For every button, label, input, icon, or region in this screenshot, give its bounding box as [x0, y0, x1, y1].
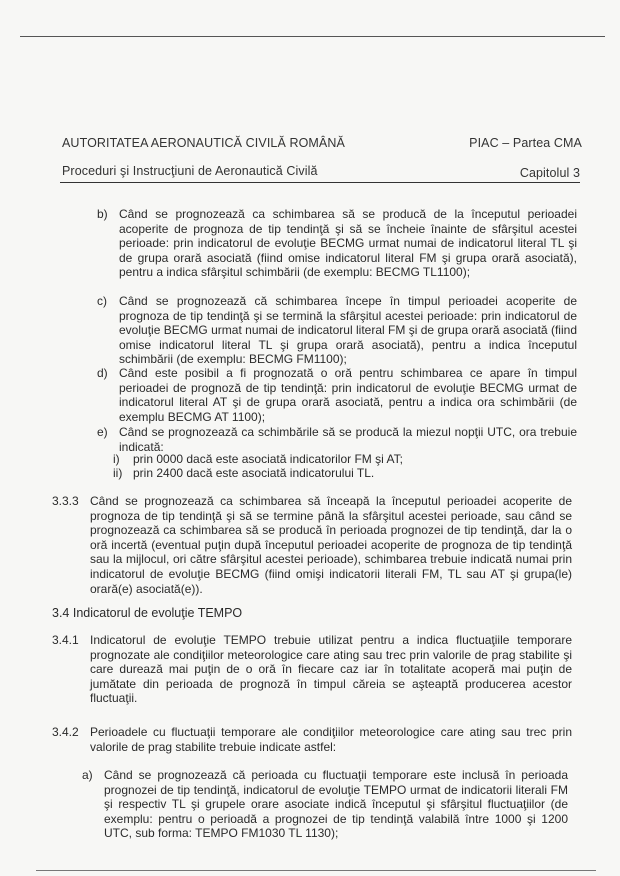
- paragraph-number: 3.3.3: [52, 494, 79, 508]
- paragraph-text: Perioadele cu fluctuaţii temporare ale condiţiilor meteorologice care ating sau trec prin valorile de prag stabilite trebuie indicate astfel:: [90, 725, 572, 754]
- sub-item-text: prin 2400 dacă este asociată indicatorului TL.: [133, 466, 375, 480]
- list-item-text: Când se prognozează că perioada cu fluctuaţii temporare este inclusă în perioada prognozei de tip tendinţă, indicatorul de evoluţie TEMPO urmat de indicatorii literali FM şi respectiv TL şi grupele orare asociate indică începutul şi sfârşitul fluctuaţiilor (de exemplu: pentru o perioadă a prognozei de tip tendinţă valabilă între 1000 şi 1200 UTC, sub forma: TEMPO FM1030 TL 1130);: [104, 768, 568, 841]
- paragraph-number: 3.4.2: [52, 725, 79, 739]
- paragraph-number: 3.4.1: [52, 633, 79, 647]
- list-marker: a): [82, 768, 93, 782]
- header-subtitle: Proceduri şi Instrucţiuni de Aeronautică Civilă: [62, 164, 318, 178]
- section-title-3-4: 3.4 Indicatorul de evoluţie TEMPO: [52, 606, 243, 620]
- header-authority: AUTORITATEA AERONAUTICĂ CIVILĂ ROMÂNĂ: [62, 136, 345, 150]
- list-item-text: Când se prognozează că schimbarea începe în timpul perioadei acoperite de prognoza de tip tendinţă şi se termină la sfârşitul acestei perioade: prin indicatorul de evoluţie BECMG urmat numai de indicatorul literal FM şi de grupa orară asociată (fiind omise indicatorul literal TL şi grupa orară asociată), pentru a indica începutul schimbării (de exemplu: BECMG FM1100);: [119, 294, 577, 367]
- list-item-text: Când este posibil a fi prognozată o oră pentru schimbarea ce apare în timpul perioadei de prognoză de tip tendinţă: prin indicatorul de evoluţie BECMG urmat de indicatorul literal AT şi de grupa orară asociată, pentru a indica ora schimbării (de exemplu BECMG AT 1100);: [119, 366, 577, 424]
- paragraph-text: Când se prognozează ca schimbarea să înceapă la începutul perioadei acoperite de prognoza de tip tendinţă şi să se termine până la sfârşitul acestei perioade, sau când se prognozează ca schimbarea să se producă în perioada prognozei de tip tendinţă, dar la o oră incertă (eventual puţin după începutul perioadei acoperite de prognoza de tip tendinţă sau la mijlocul, ori către sfârşitul acestei perioade), schimbarea trebuie indicată numai prin indicatorul de evoluţie BECMG (fiind omişi indicatorii literali FM, TL sau AT şi grupa(le) orară(e) asociată(e)).: [90, 494, 572, 596]
- list-item-text: Când se prognozează ca schimbarea să se producă de la începutul perioadei acoperite de prognoza de tip tendinţă şi să se încheie înainte de sfârşitul acestei perioade: prin indicatorul de evoluţie BECMG urmat numai de indicatorul literal TL şi de grupa orară asociată (fiind omise indicatorul literal FM şi grupa orară asociată), pentru a indica sfârşitul schimbării (de exemplu: BECMG TL1100);: [119, 207, 577, 280]
- list-item-text: Când se prognozează ca schimbările să se producă la miezul nopţii UTC, ora trebuie indicată:: [119, 425, 577, 454]
- sub-item-text: prin 0000 dacă este asociată indicatorilor FM şi AT;: [133, 452, 403, 466]
- top-edge-rule: [20, 36, 605, 37]
- list-marker: e): [97, 425, 108, 439]
- header-rule: [60, 182, 580, 183]
- bottom-edge-rule: [36, 870, 596, 871]
- sub-marker: ii): [113, 466, 123, 480]
- header-doc-ref: PIAC – Partea CMA: [469, 136, 582, 150]
- paragraph-text: Indicatorul de evoluţie TEMPO trebuie utilizat pentru a indica fluctuaţiile temporare prognozate ale condiţiilor meteorologice care ating sau trec prin valorile de prag stabilite şi care durează mai puţin de o oră în fiecare caz iar în totalitate acoperă mai puţin de jumătate din perioada de prognoză în timpul căreia se aşteaptă producerea acestor fluctuaţii.: [90, 633, 572, 706]
- header-chapter: Capitolul 3: [519, 166, 580, 180]
- list-marker: d): [97, 366, 108, 380]
- sub-marker: i): [113, 452, 120, 466]
- list-marker: c): [97, 294, 107, 308]
- list-marker: b): [97, 207, 108, 221]
